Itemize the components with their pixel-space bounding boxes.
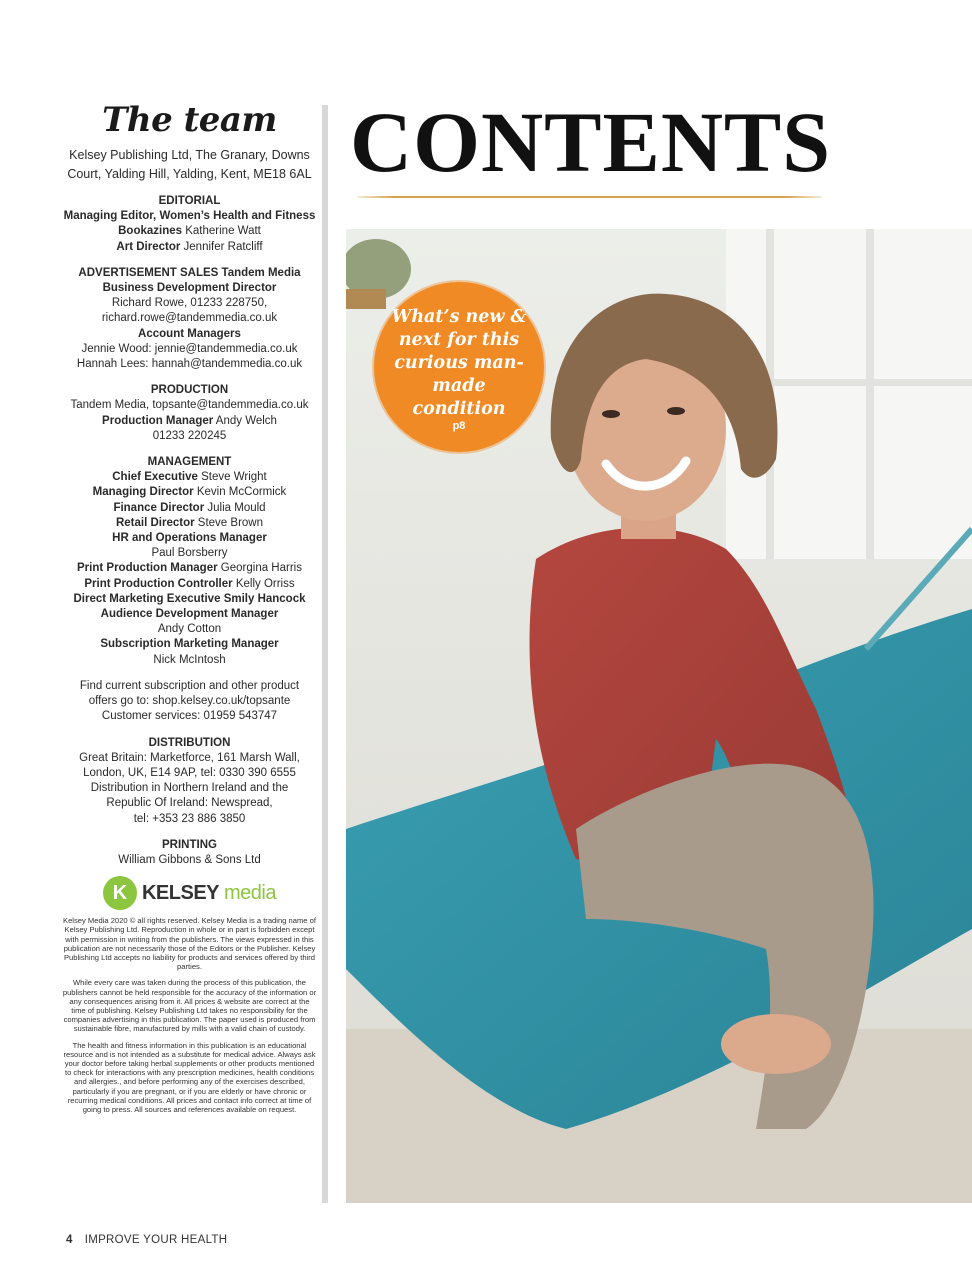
person: Kelly Orriss bbox=[235, 577, 295, 590]
distribution-line: London, UK, E14 9AP, tel: 0330 390 6555 bbox=[83, 766, 296, 779]
production-line: Tandem Media, topsante@tandemmedia.co.uk bbox=[70, 399, 309, 412]
editorial-heading: EDITORIAL bbox=[158, 195, 221, 207]
team-column bbox=[62, 100, 317, 1121]
distribution-line: Great Britain: Marketforce, 161 Marsh Wall, bbox=[79, 751, 300, 764]
person: Kevin McCormick bbox=[196, 486, 287, 499]
publication-name: IMPROVE YOUR HEALTH bbox=[84, 1234, 228, 1246]
person: Smily Hancock bbox=[223, 592, 306, 605]
person: Andy Welch bbox=[215, 414, 277, 427]
subscription-line: Find current subscription and other product bbox=[79, 679, 300, 692]
role: Art Director bbox=[116, 240, 181, 253]
person: Katherine Watt bbox=[185, 225, 261, 238]
printing-section bbox=[62, 838, 317, 868]
management-line bbox=[62, 561, 317, 576]
legal-paragraph: While every care was taken during the process of this publication, the publishers cannot be held responsible for the accuracy of the information or any consequences arising from it. All prices & website are correct at the time of publishing. Kelsey Publishing Ltd takes no responsibility for the companies advertising in this publication. The paper used is produced from sustainable fibre, manufactured by mills with a valid chain of custody. bbox=[62, 978, 317, 1034]
subscription-line: offers go to: shop.kelsey.co.uk/topsante bbox=[88, 695, 291, 708]
distribution-line: Republic Of Ireland: Newspread, bbox=[106, 797, 273, 810]
person: Steve Wright bbox=[201, 471, 267, 484]
subscription-line: Customer services: 01959 543747 bbox=[101, 710, 278, 723]
management-person: Andy Cotton bbox=[157, 623, 222, 636]
management-role: HR and Operations Manager bbox=[112, 532, 267, 545]
role: Finance Director bbox=[113, 501, 205, 514]
legal-paragraph: The health and fitness information in this publication is an educational resource and is not intended as a substitute for medical advice. Always ask your doctor before taking herbal supplements or other products mentioned to check for interactions with any prescription medicines, health conditions and allergies., and before performing any of the exercises described, particularly if you are pregnant, or if you are elderly or have chronic or recurring medical conditions. All prices and contact info correct at time of going to press. All sources and references available on request. bbox=[63, 1040, 316, 1114]
ad-sales-line: Jennie Wood: jennie@tandemmedia.co.uk bbox=[81, 342, 298, 355]
subscription-section bbox=[62, 679, 317, 725]
management-line bbox=[62, 501, 317, 516]
title-rule bbox=[357, 196, 822, 198]
production-line bbox=[62, 414, 317, 429]
distribution-line: Distribution in Northern Ireland and the bbox=[90, 782, 289, 795]
page-footer bbox=[66, 1234, 227, 1246]
ad-sales-line: Hannah Lees: hannah@tandemmedia.co.uk bbox=[76, 358, 303, 371]
management-line bbox=[62, 577, 317, 592]
editorial-section bbox=[62, 194, 317, 255]
team-title: The team bbox=[102, 100, 277, 140]
management-person: Paul Borsberry bbox=[151, 547, 228, 560]
production-heading: PRODUCTION bbox=[150, 384, 229, 397]
ad-sales-heading: ADVERTISEMENT SALES Tandem Media bbox=[78, 266, 301, 279]
management-heading: MANAGEMENT bbox=[147, 456, 232, 469]
person: Julia Mould bbox=[207, 501, 266, 514]
distribution-heading: DISTRIBUTION bbox=[148, 736, 231, 749]
kelsey-logo-icon: K bbox=[103, 876, 137, 910]
publisher-address: Kelsey Publishing Ltd, The Granary, Downs Court, Yalding Hill, Yalding, Kent, ME18 6AL bbox=[67, 148, 312, 181]
management-line bbox=[62, 470, 317, 485]
distribution-section bbox=[62, 736, 317, 827]
management-role: Subscription Marketing Manager bbox=[100, 638, 279, 651]
person: Steve Brown bbox=[197, 516, 263, 529]
ad-sales-section bbox=[62, 266, 317, 372]
page-number: 4 bbox=[66, 1234, 73, 1246]
kelsey-media-logo bbox=[62, 874, 317, 912]
ad-sales-line: Richard Rowe, 01233 228750, bbox=[111, 297, 268, 310]
printing-heading: PRINTING bbox=[162, 838, 217, 851]
ad-sales-line: Account Managers bbox=[138, 327, 241, 340]
role: Print Production Manager bbox=[77, 562, 218, 575]
printing-line: William Gibbons & Sons Ltd bbox=[118, 853, 261, 866]
role: Direct Marketing Executive bbox=[73, 592, 221, 605]
badge-text: What’s new & next for this curious man-made condition bbox=[391, 307, 527, 419]
management-person: Nick McIntosh bbox=[153, 653, 226, 666]
contents-title: CONTENTS bbox=[350, 94, 832, 190]
badge-page-ref: p8 bbox=[452, 420, 466, 432]
column-divider bbox=[322, 105, 328, 1203]
role: Retail Director bbox=[115, 516, 195, 529]
person: Georgina Harris bbox=[220, 562, 302, 575]
ad-sales-line: richard.rowe@tandemmedia.co.uk bbox=[101, 312, 278, 325]
legal-text bbox=[62, 916, 317, 1114]
management-line bbox=[62, 516, 317, 531]
management-line bbox=[62, 592, 317, 607]
role: Production Manager bbox=[102, 414, 214, 427]
management-line bbox=[62, 485, 317, 500]
logo-word-media: media bbox=[224, 881, 276, 904]
ad-sales-line: Business Development Director bbox=[102, 282, 277, 295]
person: Jennifer Ratcliff bbox=[183, 240, 263, 253]
production-line: 01233 220245 bbox=[152, 429, 227, 442]
role: Print Production Controller bbox=[84, 577, 233, 590]
feature-badge[interactable] bbox=[374, 282, 544, 452]
editorial-line bbox=[62, 240, 317, 255]
distribution-line: tel: +353 23 886 3850 bbox=[133, 812, 246, 825]
role: Chief Executive bbox=[112, 471, 198, 484]
management-section bbox=[62, 455, 317, 668]
production-section bbox=[62, 383, 317, 444]
role: Managing Editor, Women’s Health and Fitness Bookazines bbox=[63, 210, 316, 238]
management-role: Audience Development Manager bbox=[100, 608, 279, 621]
role: Managing Director bbox=[92, 486, 194, 499]
legal-paragraph: Kelsey Media 2020 © all rights reserved. Kelsey Media is a trading name of Kelsey Publishing Ltd. Reproduction in whole or in part is forbidden except with permission in writing from the publishers. The views expressed in this publication are not necessarily those of the Editors or the Publisher. Kelsey Publishing Ltd accepts no liability for products and services offered by third parties. bbox=[63, 916, 316, 972]
editorial-line bbox=[62, 209, 317, 239]
logo-word-kelsey: KELSEY bbox=[141, 881, 220, 904]
